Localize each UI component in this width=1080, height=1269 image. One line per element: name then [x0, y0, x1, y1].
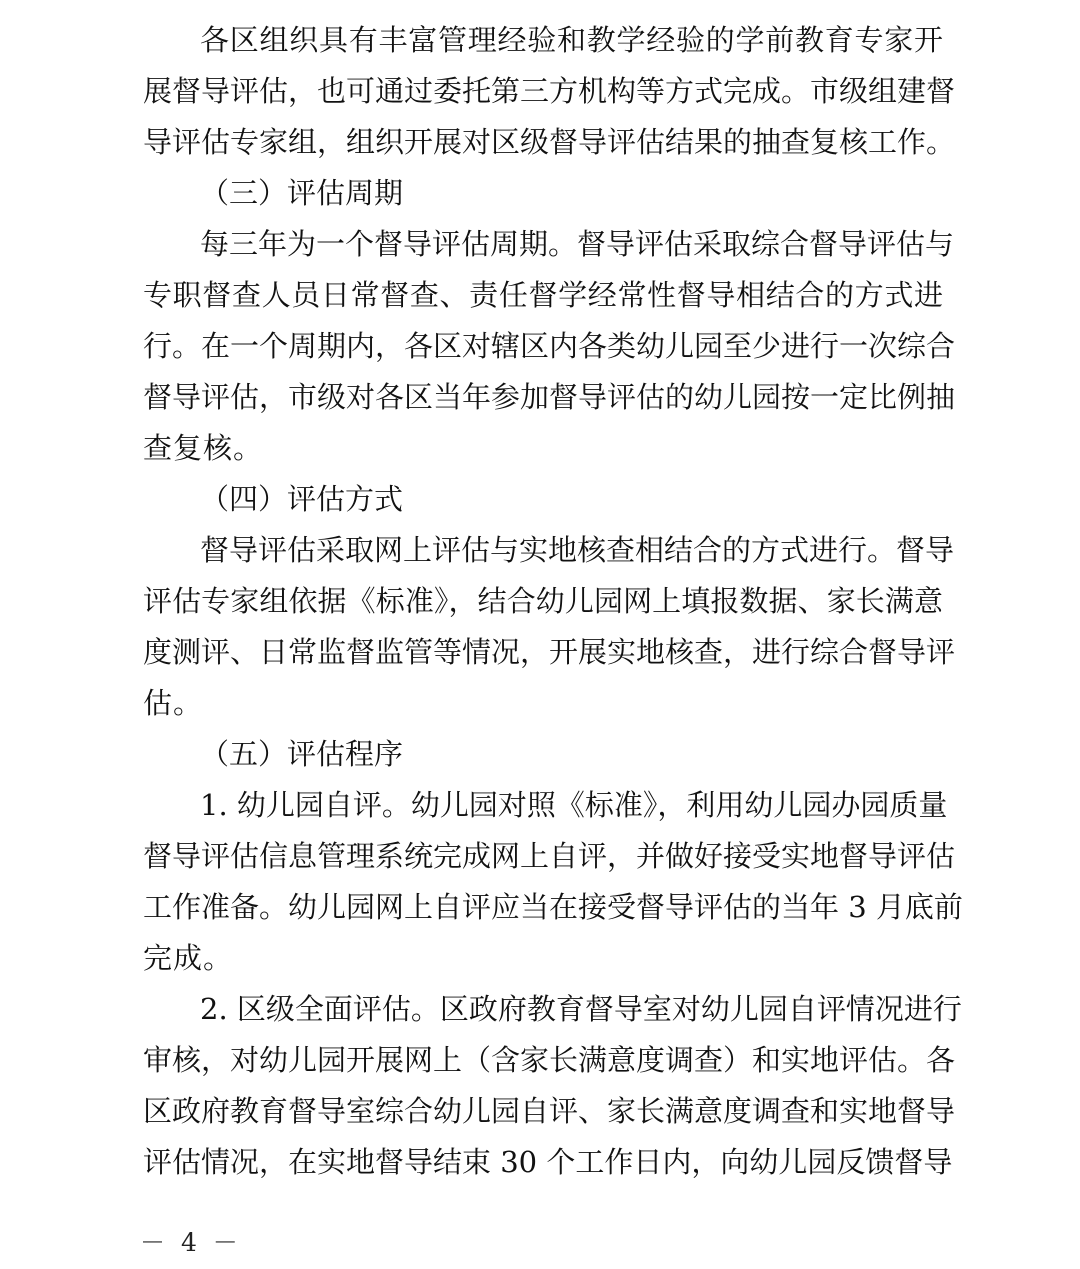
paragraph-line: 评估专家组依据《标准》，结合幼儿园网上填报数据、家长满意 — [143, 584, 943, 618]
paragraph-line: 审核，对幼儿园开展网上（含家长满意度调查）和实地评估。各 — [143, 1043, 956, 1077]
paragraph-line: 各区组织具有丰富管理经验和教学经验的学前教育专家开 — [200, 23, 943, 57]
section-heading: （四）评估方式 — [200, 482, 404, 516]
paragraph-line: 评估情况，在实地督导结束 30 个工作日内，向幼儿园反馈督导 — [143, 1145, 953, 1179]
paragraph-line: 工作准备。幼儿园网上自评应当在接受督导评估的当年 3 月底前 — [143, 890, 963, 924]
paragraph-line: 行。在一个周期内，各区对辖区内各类幼儿园至少进行一次综合 — [143, 329, 956, 363]
paragraph-line: 度测评、日常监督监管等情况，开展实地核查，进行综合督导评 — [143, 635, 956, 669]
section-heading: （五）评估程序 — [200, 737, 404, 771]
paragraph-line: 督导评估信息管理系统完成网上自评，并做好接受实地督导评估 — [143, 839, 956, 873]
paragraph-line: 督导评估，市级对各区当年参加督导评估的幼儿园按一定比例抽 — [143, 380, 956, 414]
paragraph-line: 展督导评估，也可通过委托第三方机构等方式完成。市级组建督 — [143, 74, 956, 108]
paragraph-line: 督导评估采取网上评估与实地核查相结合的方式进行。督导 — [200, 533, 955, 567]
page-number: － 4 － — [140, 1228, 242, 1257]
paragraph-line: 完成。 — [143, 941, 234, 975]
section-heading: （三）评估周期 — [200, 176, 404, 210]
paragraph-line: 查复核。 — [143, 431, 264, 465]
paragraph-line: 区政府教育督导室综合幼儿园自评、家长满意度调查和实地督导 — [143, 1094, 956, 1128]
paragraph-line: 1. 幼儿园自评。幼儿园对照《标准》，利用幼儿园办园质量 — [200, 788, 948, 822]
paragraph-line: 2. 区级全面评估。区政府教育督导室对幼儿园自评情况进行 — [200, 992, 962, 1026]
paragraph-line: 估。 — [143, 686, 204, 720]
paragraph-line: 每三年为一个督导评估周期。督导评估采取综合督导评估与 — [200, 227, 955, 261]
paragraph-line: 导评估专家组，组织开展对区级督导评估结果的抽查复核工作。 — [143, 125, 956, 159]
paragraph-line: 专职督查人员日常督查、责任督学经常性督导相结合的方式进 — [143, 278, 943, 312]
